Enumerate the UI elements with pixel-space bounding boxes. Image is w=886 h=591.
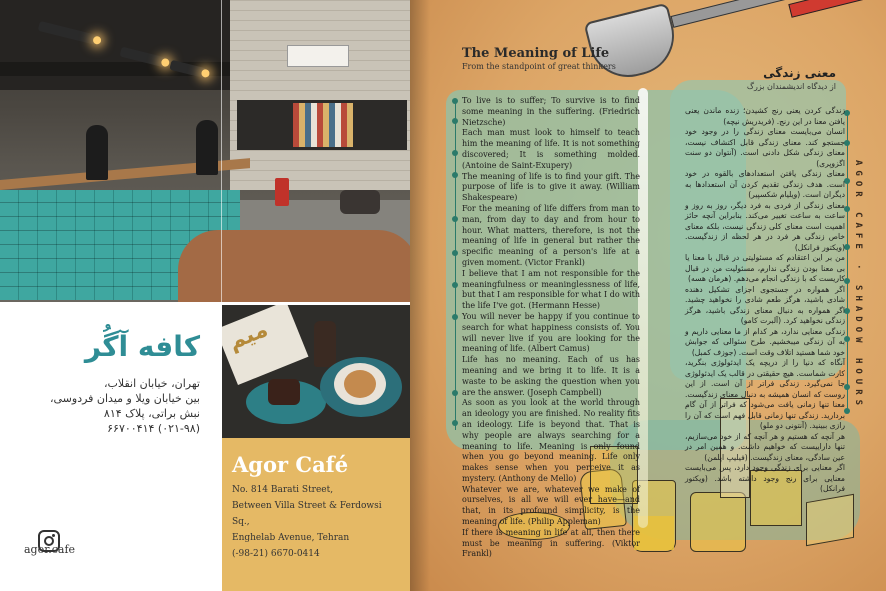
quote: انسان می‌بایست معنای زندگی را در وجود خود جستجو کند. معنای زندگی قابل اکتشاف نیست، معنای زندگی شکل دادنی است. (آنتوان دو سنت اگزوپری) (685, 127, 845, 168)
quotes-persian (685, 106, 845, 495)
quote: من بر این اعتقادم که مسئولیتی در قبال با معنا یا بی معنا بودن زندگی ندارم، مسئولیت من در قبال کاریست که با زندگی انجام می‌دهم. (هرمان هسه) (685, 253, 845, 283)
wall-photo-collage (293, 103, 353, 147)
cafe-interior-photo (0, 0, 410, 302)
address-line: Between Villa Street & Ferdowsi Sq., (232, 501, 382, 527)
article-title-english: The Meaning of Life (462, 46, 610, 61)
right-page (410, 0, 886, 591)
persian-info-panel (0, 302, 222, 591)
quote: To live is to suffer; To survive is to find some meaning in the suffering. (Friedrich Nietzsche) (462, 96, 640, 127)
quote: Life has no meaning. Each of us has meaning and we bring it to life. It is a waste to be asking the question when you are the answer. (Joseph Campbell) (462, 355, 640, 397)
article-subtitle-english: From the standpoint of great thinkers (462, 62, 616, 71)
quote: You will never be happy if you continue to search for what happiness consists of. You will never live if you are looking for the meaning of life. (Albert Camus) (462, 311, 640, 354)
quote: زندگی کردن یعنی رنج کشیدن؛ زنده ماندن یعنی یافتن معنا در این رنج. (فریدریش نیچه) (685, 106, 845, 126)
chocolate-cake (268, 379, 300, 405)
triangle-glass (806, 494, 854, 546)
quote: The meaning of life is to find your gift. The purpose of life is to give it away. (William Shakespeare) (462, 171, 640, 203)
quote-bullet (452, 250, 458, 256)
magazine-title: ميم (225, 317, 272, 356)
jar (690, 492, 746, 552)
cafe-name-persian: کافه آگُر (84, 330, 200, 363)
quote: اگر معنایی برای زندگی وجود دارد، پس می‌بایست معنایی برای رنج وجود داشته باشد. (ویکتور فرانکل) (685, 463, 845, 493)
address-line: نبش براتی، پلاک ۸۱۴ (103, 407, 200, 420)
quote: Whatever we are, whatever we make of ourselves, is all we will ever have—and that, in its profound simplicity, is the meaning of life. (Philip Appleman) (462, 484, 640, 527)
ceiling (0, 0, 230, 90)
phone-number: (۰۲۱-۹۸) ۶۶۷۰۰۴۱۴ (107, 422, 200, 435)
quote: For the meaning of life differs from man to man, from day to day and from hour to hour. What matters, therefore, is not the meaning of life in general but rather the specific meaning of a person's life at a given moment. (Victor Frankl) (462, 203, 640, 267)
air-conditioner (287, 45, 349, 67)
cafe-name-english: Agor Café (232, 452, 349, 477)
quote-bullet (452, 172, 458, 178)
quote-bullet (452, 216, 458, 222)
quote: معنای زندگی یافتن استعدادهای بالقوه در خود است. هدف زندگی تقدیم کردن آن استعدادها به دیگران است. (ویلیام شکسپیر) (685, 169, 845, 199)
page-fold-shadow (410, 0, 430, 591)
magazine (222, 305, 308, 385)
quote: I believe that I am not responsible for the meaningfulness or meaninglessness of life, but that I am responsible for what I do with the life I've got. (Hermann Hesse) (462, 268, 640, 311)
address-english (232, 482, 402, 562)
photo-divider (221, 0, 222, 302)
left-page (0, 0, 410, 591)
article-subtitle-persian: از دیدگاه اندیشمندان بزرگ (746, 82, 836, 91)
sofa (178, 230, 410, 302)
quote: If there is meaning in life at all, then there must be meaning in suffering. (Viktor Frankl) (462, 527, 640, 559)
address-persian (20, 376, 200, 436)
quotes-english (462, 96, 640, 560)
barista (196, 120, 218, 175)
quote-bullet (452, 420, 458, 426)
article-title-persian: معنی زندگی (763, 66, 836, 80)
bottle (314, 321, 336, 367)
quote: معنای زندگی از فردی به فرد دیگر، روز به روز و ساعت به ساعت تغییر می‌کند. بنابراین آنچه حائز اهمیت است معنای کلی زندگی نیست، بلکه معنای خاص زندگی هر فرد در هر لحظه از زندگیست. (ویکتور فرانکل) (685, 200, 845, 252)
saucepan (584, 3, 683, 86)
address-line: Enghelab Avenue, Tehran (232, 533, 350, 543)
quote: هر آنچه که هستیم و هر آنچه که از خود می‌سازیم، تنها داراییست که خواهیم داشت. و همین امر در عین سادگی، معنای زندگیست. (فیلیپ اپلمن) (685, 431, 845, 462)
coffee-table-photo (222, 305, 410, 438)
quote-bullet (452, 150, 458, 156)
quote: As soon as you look at the world through an ideology you are finished. No reality fits an ideology. Life is beyond that. That is why people are always searching for a meaning to life. Meaning is only found when you go beyond meaning. Life only makes sense when you perceive it as mystery. (Anthony de Mello) (462, 398, 640, 483)
quote-bullet (452, 98, 458, 104)
red-milk-can (275, 178, 289, 206)
quote-bullet (452, 390, 458, 396)
barista (86, 125, 108, 180)
quote-bullet (452, 282, 458, 288)
chair (340, 190, 380, 214)
quote: Each man must look to himself to teach him the meaning of life. It is not something discovered; It is something molded. (Antoine de Saint-Exupery) (462, 128, 640, 170)
brick-wall (230, 0, 410, 190)
quote-bullet (452, 118, 458, 124)
address-line: بین خیابان ویلا و میدان فردوسی، (49, 392, 200, 405)
side-ticker-text: AGOR CAFE · SHADOW HOURS (853, 160, 863, 411)
latte-art (344, 370, 376, 398)
quote: زندگی معنایی ندارد، هر کدام از ما معنایی داریم و به آن زندگی میبخشیم. طرح سئوالی که جوابش خود شما هستید اتلاف وقت است. (جوزف کمبل) (685, 326, 845, 357)
pan-grip (788, 0, 886, 18)
address-line: No. 814 Barati Street, (232, 485, 334, 495)
quote-bullet (452, 314, 458, 320)
quote: اگر همواره در جستجوی اجزای تشکیل دهنده شادی باشید، هرگز طعم شادی را نخواهید چشید. اگر همواره به دنبال معنای زندگی باشید، هرگز زندگی نخواهید کرد. (آلبرت کامو) (685, 284, 845, 325)
quote: آنگاه که دنیا را از دریچه یک ایدئولوژی بنگرید، کارت شماست. هیچ حقیقتی در قالب یک ایدئولوژی جا نمی‌گیرد. زندگی فراتر از آن است. از این روست که انسان همیشه به دنبال معنای زندگیست. معنا تنها زمانی یافت می‌شود که فراتر از آن گام بردارید. زندگی تنها زمانی قابل فهم است که آن را رازی ببینید. (آنتونی دو ملو) (685, 358, 845, 430)
phone-number: (-98-21) 6670-0414 (232, 549, 320, 559)
english-info-panel (222, 438, 410, 591)
address-line: تهران، خیابان انقلاب، (104, 377, 200, 390)
instagram-handle: agor.cafe (24, 543, 76, 556)
